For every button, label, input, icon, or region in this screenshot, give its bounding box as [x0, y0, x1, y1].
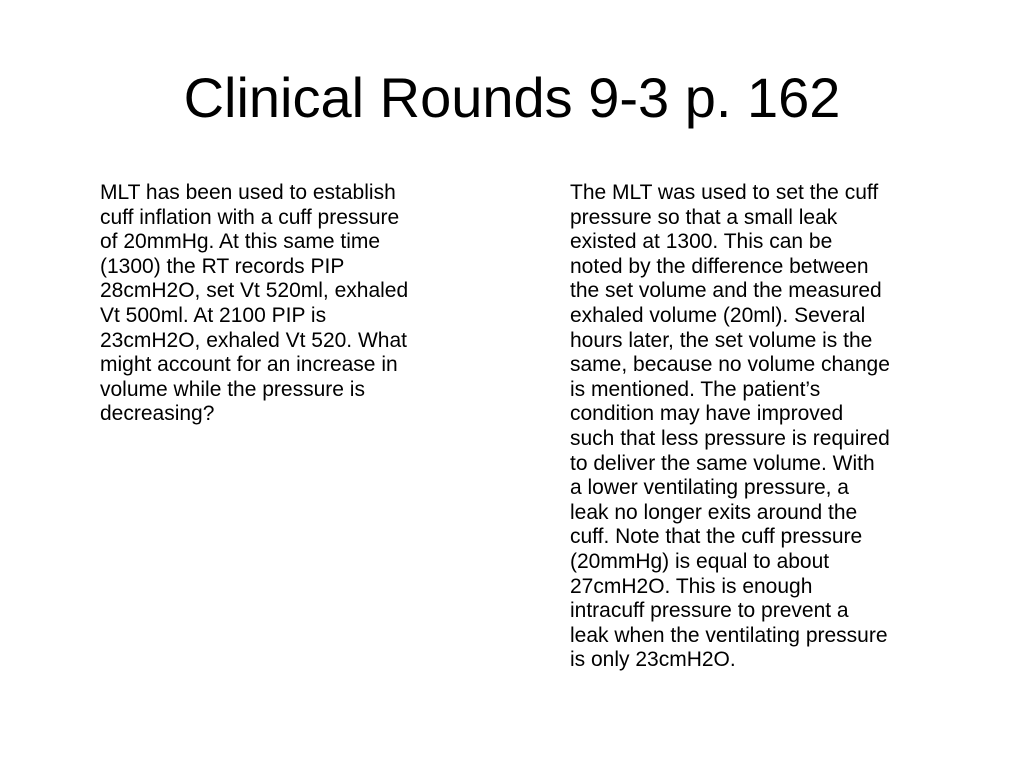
- slide-title: Clinical Rounds 9-3 p. 162: [183, 66, 841, 129]
- question-text: MLT has been used to establish cuff inflation with a cuff pressure of 20mmHg. At this same time (1300) the RT records PIP 28cmH2O, set Vt 520ml, exhaled Vt 500ml. At 2100 PIP is 23cmH2O, exhaled Vt 520. What might account for an increase in volume while the pressure is decreasing?: [100, 181, 409, 426]
- answer-text: The MLT was used to set the cuff pressure so that a small leak existed at 1300. This can be noted by the difference between the set volume and the measured exhaled volume (20ml). Several hours later, the set volume is the same, because no volume change is mentioned. The patient’s condition may have improved such that less pressure is required to deliver the same volume. With a lower ventilating pressure, a leak no longer exits around the cuff. Note that the cuff pressure (20mmHg) is equal to about 27cmH2O. This is enough intracuff pressure to prevent a leak when the ventilating pressure is only 23cmH2O.: [570, 181, 890, 672]
